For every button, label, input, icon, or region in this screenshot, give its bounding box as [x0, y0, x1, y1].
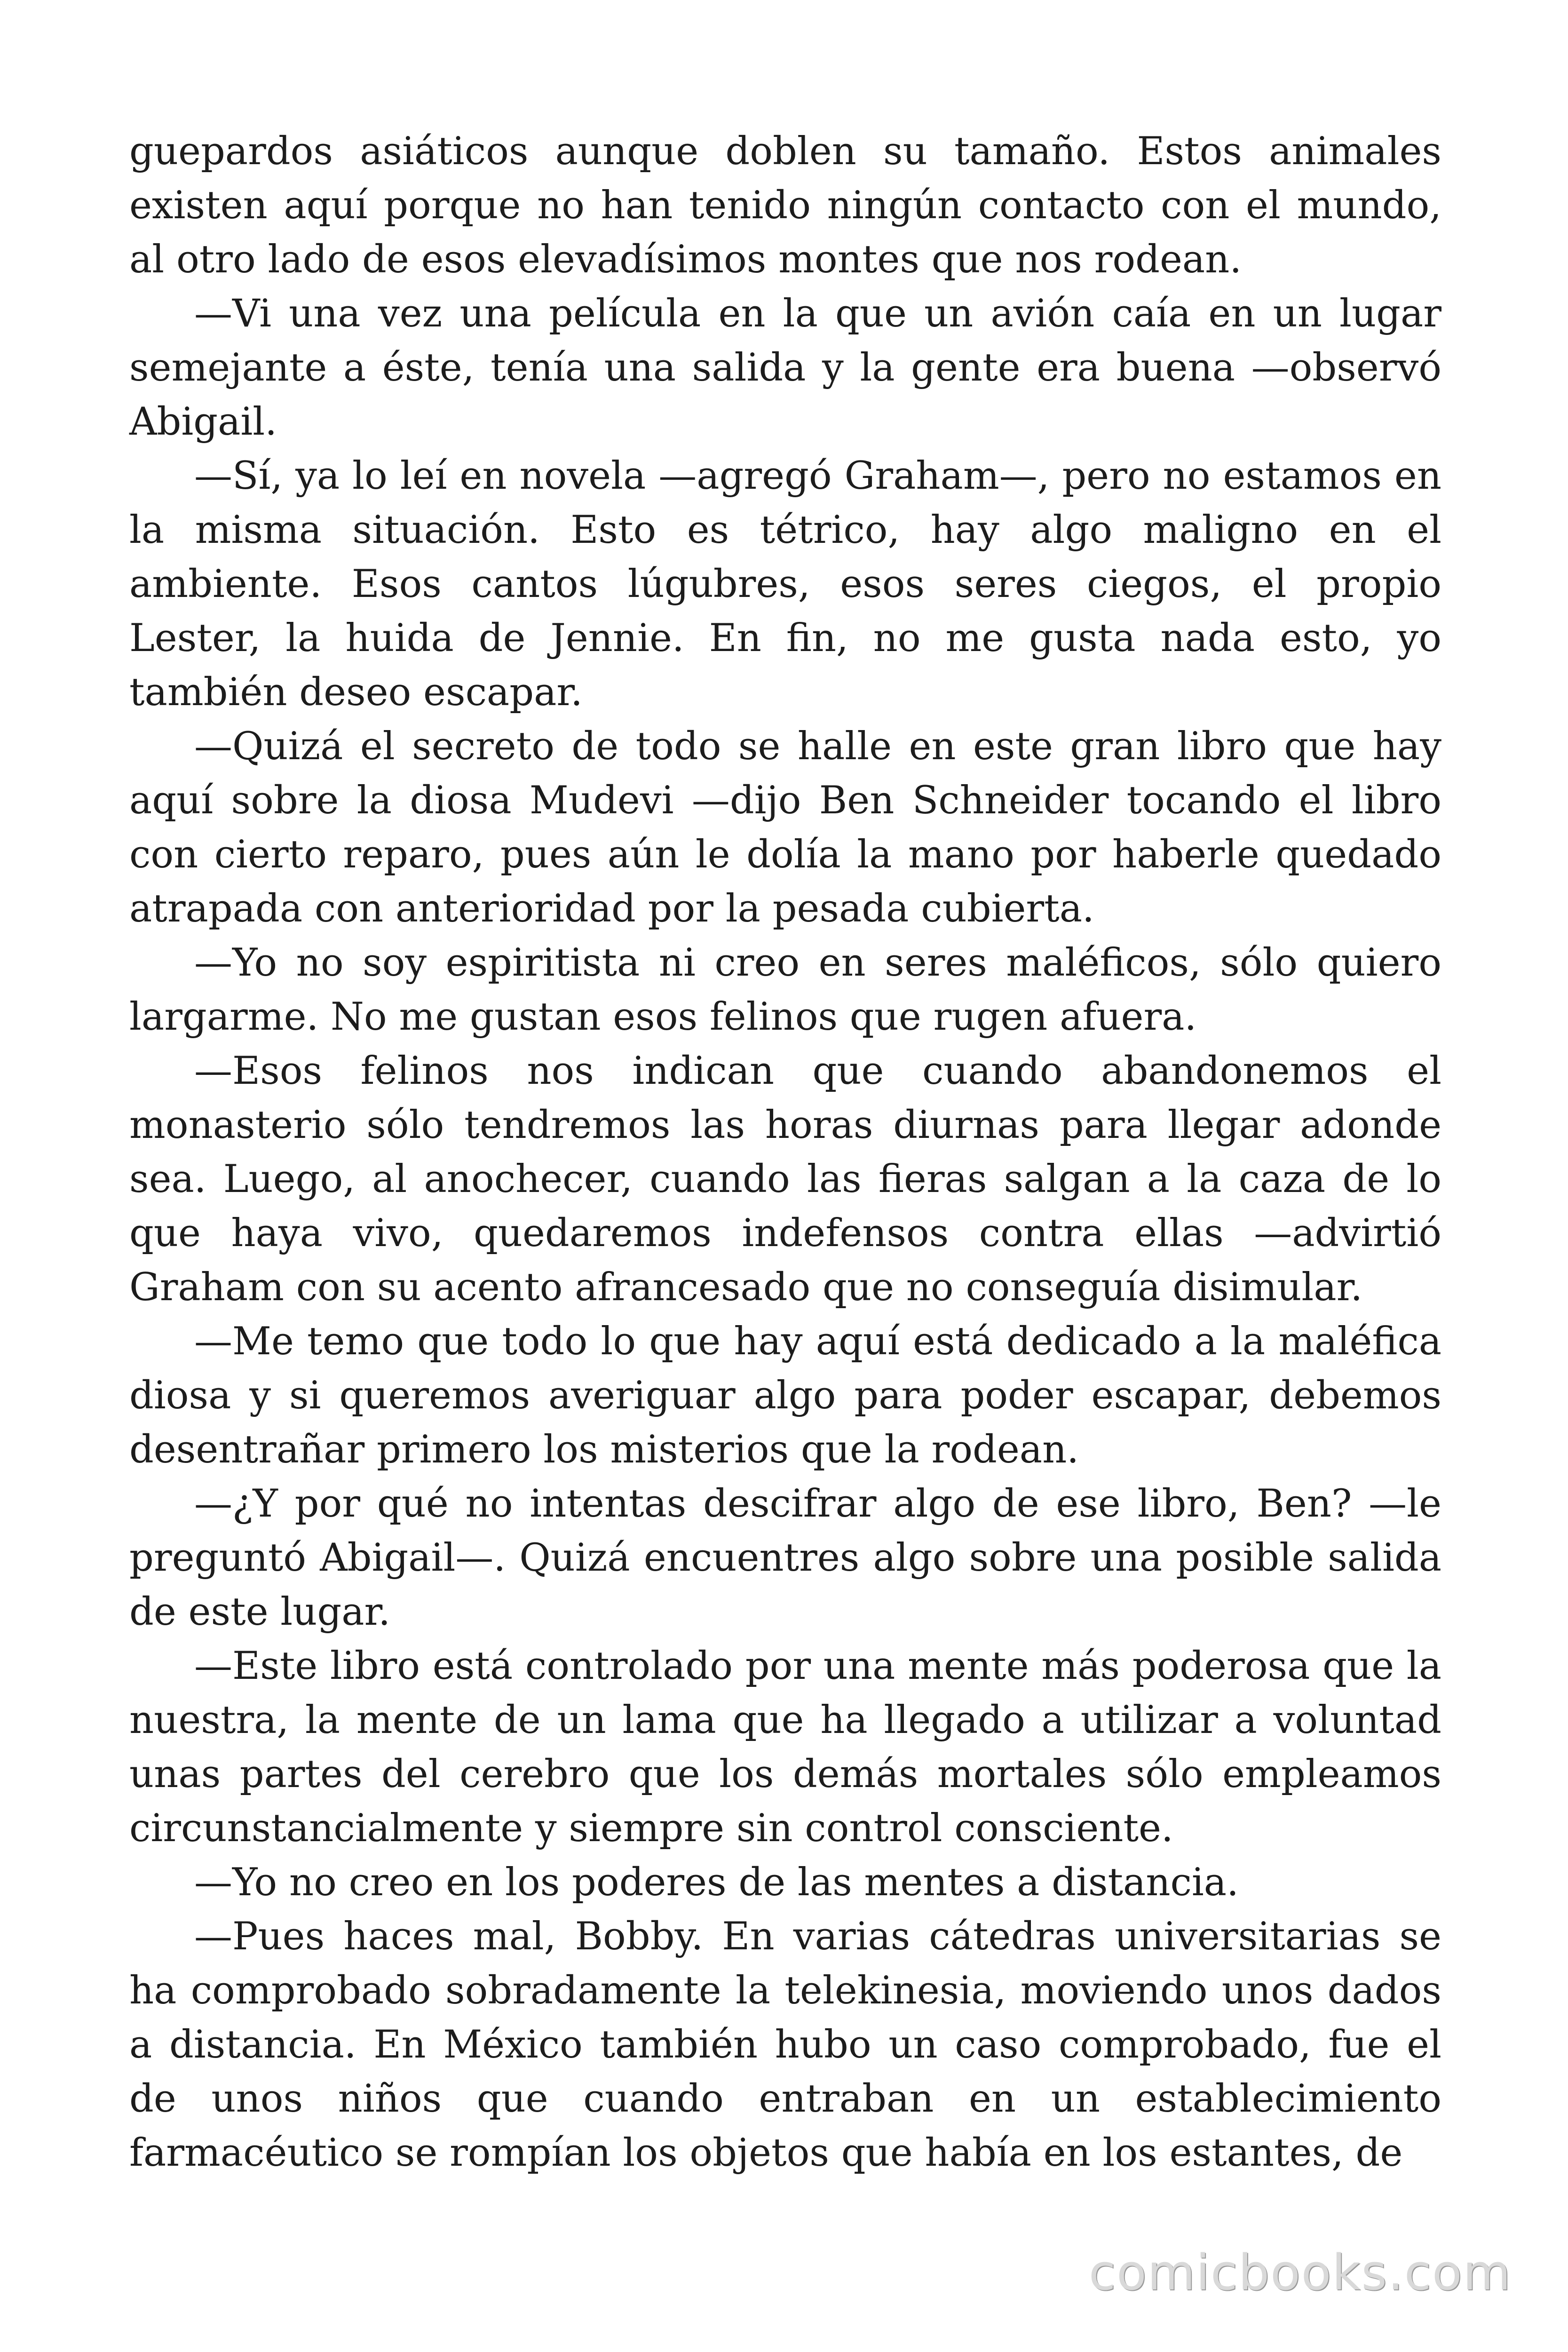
paragraph: —Pues haces mal, Bobby. En varias cátedras universitarias se ha comprobado sobradamente la telekinesia, moviendo unos dados a distancia. En México también hubo un caso comprobado, fue el de unos niños que cuando entraban en un establecimiento farmacéutico se rompían los objetos que había en los estantes, de — [129, 1915, 1441, 2175]
paragraph: —¿Y por qué no intentas descifrar algo de ese libro, Ben? —le preguntó Abigail—. Quizá encuentres algo sobre una posible salida de este lugar. — [129, 1482, 1441, 1634]
paragraph: —Yo no soy espiritista ni creo en seres maléficos, sólo quiero largarme. No me gustan esos felinos que rugen afuera. — [129, 941, 1441, 1039]
watermark-logo: comicbooks.com — [1088, 2244, 1512, 2301]
paragraph: —Yo no creo en los poderes de las mentes a distancia. — [194, 1860, 1239, 1905]
paragraph: —Sí, ya lo leí en novela —agregó Graham—, pero no estamos en la misma situación. Esto es tétrico, hay algo maligno en el ambiente. Esos cantos lúgubres, esos seres ciegos, el propio Lester, la huida de Jennie. En fin, no me gusta nada esto, yo también deseo escapar. — [129, 454, 1441, 715]
paragraph: —Quizá el secreto de todo se halle en este gran libro que hay aquí sobre la diosa Mudevi —dijo Ben Schneider tocando el libro con cierto reparo, pues aún le dolía la mano por haberle quedado atrapada con anterioridad por la pesada cubierta. — [129, 724, 1441, 931]
paragraph: —Este libro está controlado por una mente más poderosa que la nuestra, la mente de un lama que ha llegado a utilizar a voluntad unas partes del cerebro que los demás mortales sólo empleamos circunstancialmente y siempre sin control consciente. — [129, 1644, 1441, 1851]
book-page-text — [129, 125, 1441, 2180]
paragraph: guepardos asiáticos aunque doblen su tamaño. Estos animales existen aquí porque no han tenido ningún contacto con el mundo, al otro lado de esos elevadísimos montes que nos rodean. — [129, 129, 1441, 282]
paragraph: —Esos felinos nos indican que cuando abandonemos el monasterio sólo tendremos las horas diurnas para llegar adonde sea. Luego, al anochecer, cuando las fieras salgan a la caza de lo que haya vivo, quedaremos indefensos contra ellas —advirtió Graham con su acento afrancesado que no conseguía disimular. — [129, 1049, 1441, 1310]
paragraph: —Me temo que todo lo que hay aquí está dedicado a la maléfica diosa y si queremos averiguar algo para poder escapar, debemos desentrañar primero los misterios que la rodean. — [129, 1319, 1441, 1472]
paragraph: —Vi una vez una película en la que un avión caía en un lugar semejante a éste, tenía una salida y la gente era buena —observó Abigail. — [129, 292, 1441, 444]
